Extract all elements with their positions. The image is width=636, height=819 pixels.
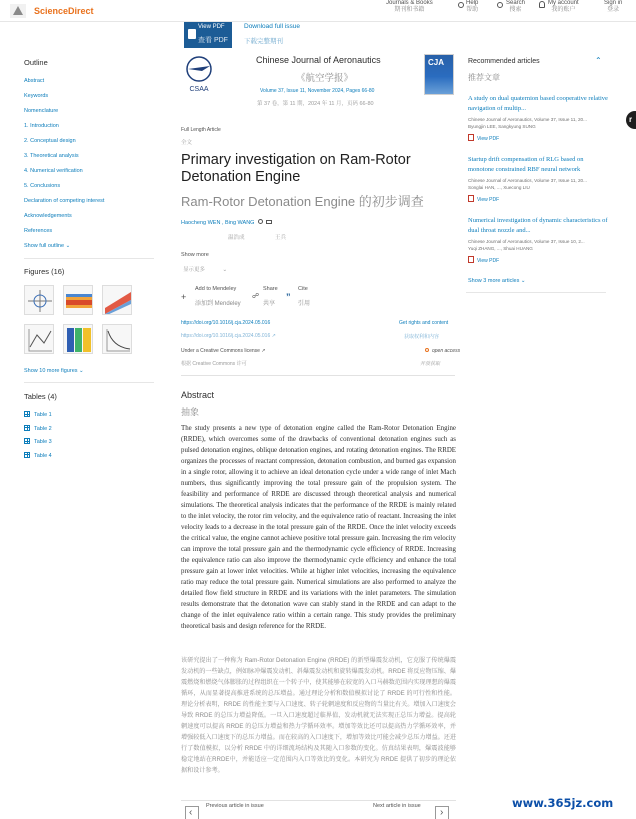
recommended-article bbox=[468, 216, 608, 264]
author-list[interactable] bbox=[181, 219, 272, 226]
view-pdf-label: View PDF bbox=[477, 197, 500, 203]
creative-commons-license[interactable] bbox=[181, 348, 266, 354]
doi-link-zh[interactable]: https://doi.org/10.1016/j.cja.2024.05.016 ↗ bbox=[181, 333, 276, 339]
chevron-right-icon: › bbox=[440, 807, 444, 818]
get-rights-link-zh[interactable]: 获取权利和内容 bbox=[404, 334, 440, 340]
mendeley-label: Add to Mendeley bbox=[195, 286, 237, 292]
sidebar-divider bbox=[24, 258, 154, 259]
search-icon bbox=[497, 2, 503, 8]
show-more-zh-label: 显示更多 bbox=[183, 267, 206, 273]
download-full-issue-link[interactable] bbox=[244, 23, 300, 45]
my-account-link[interactable] bbox=[548, 0, 579, 14]
recommended-article-journal: Chinese Journal of Aeronautics, Volume 37, Issue 10, 2... bbox=[468, 239, 585, 244]
show-more-articles-label: Show 3 more articles bbox=[468, 278, 520, 284]
cite-label: Cite bbox=[298, 286, 308, 292]
figure-thumbnail[interactable] bbox=[24, 285, 54, 315]
show-more-articles-link[interactable] bbox=[468, 278, 526, 284]
next-article-label[interactable]: Next article in issue bbox=[373, 803, 421, 809]
tables-list bbox=[24, 409, 52, 463]
journal-cover-image[interactable] bbox=[424, 54, 454, 95]
r-icon: r bbox=[629, 115, 633, 124]
author-list-zh: 温浩成 王兵 bbox=[228, 235, 287, 241]
person-icon bbox=[258, 219, 263, 224]
search-label-zh: 搜索 bbox=[509, 7, 522, 13]
outline-item[interactable]: 5. Conclusions bbox=[24, 183, 61, 189]
signin-label: Sign in bbox=[604, 0, 623, 6]
account-label: My account bbox=[548, 0, 579, 6]
help-label: Help bbox=[466, 0, 479, 6]
recommended-article bbox=[468, 155, 608, 203]
share-label: Share bbox=[263, 286, 278, 292]
help-label-zh: 帮助 bbox=[466, 7, 479, 13]
abstract-text-zh: 该研究提出了一种称为 Ram-Rotor Detonation Engine (RRDE) 的新型爆震发动机，它克服了传统爆震发动机的一些缺点，例如脉冲爆震发动机、斜爆震发动机和旋转爆震发动机。RRDE 将反应物压缩、爆震燃烧和燃烧气体膨胀的过程组织在一个转子中，使其能够在较宽的入口马赫数范围内实现理想的爆震循环，从而显著提高推进系统的总压增益。通过理论分析和数值模拟讨论了 RRDE 的可行性和性能。理论分析表明，RRDE 的性能主要与入口速度、转子轮辋速度和反应物的当量比有关。增加入口速度会导致 RRDE 的总压力增益降低。一旦入口速度超过临界值，发动机就无法实现正总压力增益。提高轮辋速度可以提高 RRDE 的总压力增益和热力学循环效率。增加等效比还可以提高热力学循环效率，并增强较低入口速度下的总压力增益。而在较高的入口速度下，增加等效比可能会减少总压力增益。还进行了数值模拟，以分析 RRDE 中的详细流场结构及其随入口参数的变化。仿真结果表明，爆震波能够稳定地站在RRDE中，并能适应一定范围内入口等效比的变化。本研究为 RRDE 提供了初步的理论依据和设计参考。 bbox=[181, 657, 456, 774]
cite-label-zh: 引用 bbox=[298, 301, 311, 307]
site-watermark: www.365jz.com bbox=[512, 796, 614, 810]
sign-in-link[interactable] bbox=[604, 0, 622, 14]
table-link-label: Table 1 bbox=[34, 412, 52, 418]
table-link[interactable] bbox=[24, 450, 52, 464]
show-full-outline-label: Show full outline bbox=[24, 243, 65, 249]
table-icon bbox=[24, 438, 30, 444]
brand-name[interactable]: ScienceDirect bbox=[34, 6, 94, 16]
view-pdf-label: View PDF bbox=[198, 24, 225, 30]
view-pdf-button[interactable] bbox=[184, 22, 232, 48]
header-divider bbox=[181, 375, 455, 376]
abstract-text: The study presents a new type of detonation engine called the Ram-Rotor Detonation Engine (RRDE), which overcomes some of the drawbacks of conventional detonation engines such as pulsed detonation engines, oblique detonation engines, and rotating detonation engines. The RRDE organizes the processes of reactant compression, detonation combustion, and burned gas expansion in a single rotor, allowing it to achieve an ideal detonation cycle under a wide range of inlet Mach numbers, thus significantly improving the total pressure gain of the propulsion system. The feasibility and performance of RRDE are discussed through theoretical analysis and numerical simulations. The theoretical analysis indicates that the performance of the RRDE is mainly related to the inlet velocity, the rotor rim velocity, and the equivalence ratio of reactant. Increasing the inlet velocity leads to a decrease in the total pressure gain of the RRDE. Once the inlet velocity exceeds the critical value, the engine cannot achieve positive total pressure gain. Increasing the rim velocity can improve the total pressure gain and the thermodynamic cycle efficiency of RRDE. Increasing the equivalence ratio can also improve the thermodynamic cycle efficiency and enhance the total pressure gain at lower inlet velocities. While at higher inlet velocities, increasing the equivalence ratio may reduce the total pressure gain. Numerical simulations are also performed to analyze the detailed flow field structure in RRDE and its variations with the inlet parameters. The simulation results demonstrate that the detonation wave can stably stand in the RRDE and can adapt to the change of the inlet equivalence ratio within a certain range. This study provides the preliminary theoretical basis and design reference for the RRDE. bbox=[181, 425, 456, 630]
account-icon bbox=[539, 1, 545, 8]
table-link-label: Table 3 bbox=[34, 439, 52, 445]
volume-issue-zh: 第 37 卷，第 11 期，2024 年 11 月，页码 66-80 bbox=[257, 101, 374, 107]
outline-item[interactable]: 4. Numerical verification bbox=[24, 168, 83, 174]
outline-item[interactable]: Nomenclature bbox=[24, 108, 59, 114]
outline-item[interactable]: 3. Theoretical analysis bbox=[24, 153, 79, 159]
table-icon bbox=[24, 425, 30, 431]
figure-thumbnail[interactable] bbox=[63, 285, 93, 315]
figure-colormap-icon bbox=[64, 325, 93, 354]
license-label[interactable]: Under a Creative Commons license ↗ bbox=[181, 348, 266, 354]
envelope-icon[interactable] bbox=[266, 220, 272, 224]
pdf-icon bbox=[468, 134, 474, 141]
search-label: Search bbox=[506, 0, 526, 6]
recommended-article bbox=[468, 94, 608, 142]
license-zh: 根据 Creative Commons 许可 bbox=[181, 361, 247, 367]
chevron-down-icon: ⌄ bbox=[222, 267, 228, 273]
help-icon bbox=[458, 2, 464, 8]
outline-item[interactable]: 1. Introduction bbox=[24, 123, 59, 129]
search-link[interactable] bbox=[506, 0, 525, 14]
figures-heading: Figures (16) bbox=[24, 267, 65, 276]
pdf-icon bbox=[468, 256, 474, 263]
outline-item[interactable]: References bbox=[24, 228, 53, 234]
add-to-mendeley-button[interactable] bbox=[181, 286, 241, 307]
cite-button[interactable] bbox=[286, 286, 310, 307]
volume-issue-link[interactable]: Volume 37, Issue 11, November 2024, Pages 66-80 bbox=[260, 88, 375, 94]
recommended-view-pdf[interactable] bbox=[468, 195, 608, 203]
download-label: Download full issue bbox=[244, 23, 301, 30]
recommended-article-authors: Byungjin LEE, Sangkyung SUNG bbox=[468, 124, 536, 129]
journals-label-zh: 期刊和书籍 bbox=[394, 7, 425, 13]
csaa-logo-text: CSAA bbox=[189, 86, 209, 93]
csaa-society-logo-icon bbox=[182, 54, 216, 94]
figure-contour-icon bbox=[64, 286, 93, 315]
figure-thumbnail[interactable] bbox=[24, 324, 54, 354]
download-label-zh: 下载完整期刊 bbox=[244, 38, 283, 45]
tables-heading: Tables (4) bbox=[24, 392, 57, 401]
table-icon bbox=[24, 452, 30, 458]
pdf-icon bbox=[468, 195, 474, 202]
outline-list bbox=[24, 74, 154, 239]
chevron-down-icon: ⌄ bbox=[520, 278, 526, 284]
account-label-zh: 我的账户 bbox=[551, 7, 576, 13]
open-lock-icon bbox=[425, 348, 429, 352]
recommended-heading-zh: 推荐文章 bbox=[468, 73, 500, 82]
chevron-down-icon: ⌄ bbox=[79, 368, 84, 374]
plus-icon: + bbox=[181, 292, 187, 302]
outline-item[interactable]: Declaration of competing interest bbox=[24, 198, 105, 204]
figure-thumbnail[interactable] bbox=[102, 285, 132, 315]
article-title: Primary investigation on Ram-Rotor Detonation Engine bbox=[181, 152, 411, 185]
rail-divider bbox=[466, 292, 606, 293]
journals-label: Journals & Books bbox=[386, 0, 433, 6]
journal-name[interactable]: Chinese Journal of Aeronautics bbox=[256, 55, 381, 65]
share-icon: ☍ bbox=[252, 293, 260, 300]
recommended-heading: Recommended articles bbox=[468, 58, 540, 65]
article-type-zh: 全文 bbox=[181, 140, 193, 146]
share-label-zh: 共享 bbox=[263, 301, 276, 307]
floating-help-button[interactable] bbox=[626, 111, 636, 129]
recommended-article-journal: Chinese Journal of Aeronautics, Volume 37, Issue 11, 20... bbox=[468, 178, 587, 183]
elsevier-logo-icon[interactable] bbox=[10, 4, 26, 18]
abstract-heading-zh: 抽象 bbox=[181, 407, 200, 417]
open-access-zh: 开放获取 bbox=[420, 361, 441, 367]
outline-item[interactable]: Keywords bbox=[24, 93, 49, 99]
table-icon bbox=[24, 411, 30, 417]
signin-label-zh: 登录 bbox=[607, 7, 620, 13]
recommended-article-journal: Chinese Journal of Aeronautics, Volume 37, Issue 11, 20... bbox=[468, 117, 587, 122]
recommended-view-pdf[interactable] bbox=[468, 134, 608, 142]
figure-plot-icon bbox=[25, 325, 54, 354]
authors-text[interactable]: Haocheng WEN , Bing WANG bbox=[181, 220, 255, 226]
doi-link[interactable]: https://doi.org/10.1016/j.cja.2024.05.016 bbox=[181, 320, 271, 326]
figure-thumbnail[interactable] bbox=[102, 324, 132, 354]
table-link-label: Table 4 bbox=[34, 452, 52, 459]
chevron-left-icon: ‹ bbox=[189, 807, 193, 818]
quote-icon: ” bbox=[286, 292, 291, 302]
view-pdf-label: View PDF bbox=[477, 258, 500, 264]
table-link-label: Table 2 bbox=[34, 425, 52, 432]
journals-books-link[interactable] bbox=[386, 0, 433, 14]
previous-article-label[interactable]: Previous article in issue bbox=[206, 803, 264, 809]
recommended-article-title[interactable]: Startup drift compensation of RLG based on monotone constrained RBF neural network bbox=[468, 156, 584, 173]
recommended-view-pdf[interactable] bbox=[468, 256, 608, 264]
figure-thumbnail[interactable] bbox=[63, 324, 93, 354]
figure-diagram-icon bbox=[25, 286, 54, 315]
recommended-article-authors: Yuqi ZHANG, ..., Shuai HUANG bbox=[468, 246, 533, 251]
outline-heading: Outline bbox=[24, 58, 48, 67]
table-link[interactable] bbox=[24, 436, 52, 450]
journal-name-zh: 《航空学报》 bbox=[296, 73, 354, 84]
view-pdf-label-zh: 查看 PDF bbox=[198, 37, 228, 44]
open-access-label: open access bbox=[432, 348, 461, 354]
outline-item[interactable]: Acknowledgements bbox=[24, 213, 72, 219]
view-pdf-label: View PDF bbox=[477, 136, 500, 142]
show-more-zh bbox=[183, 265, 227, 273]
help-link[interactable] bbox=[466, 0, 478, 14]
open-access-badge bbox=[425, 348, 460, 354]
table-link[interactable] bbox=[24, 423, 52, 437]
next-article-button[interactable] bbox=[435, 806, 449, 819]
article-title-zh: Ram-Rotor Detonation Engine 的初步调查 bbox=[181, 194, 424, 209]
table-link[interactable] bbox=[24, 409, 52, 423]
show-more-figures-label: Show 10 more figures bbox=[24, 368, 78, 374]
chevron-down-icon: ⌄ bbox=[65, 243, 71, 249]
sidebar-divider bbox=[24, 382, 154, 383]
figure-contour-icon bbox=[103, 286, 132, 315]
pdf-icon bbox=[188, 29, 196, 39]
article-outline-sidebar bbox=[24, 58, 154, 276]
chevron-up-icon[interactable]: ⌃ bbox=[595, 56, 602, 65]
share-button[interactable] bbox=[252, 286, 278, 307]
show-more-button[interactable]: Show more bbox=[181, 252, 209, 258]
previous-article-button[interactable] bbox=[185, 806, 199, 819]
recommended-article-authors: Songlai HAN, ..., Xuecong LIU bbox=[468, 185, 530, 190]
abstract-heading: Abstract bbox=[181, 390, 215, 400]
outline-item[interactable]: Abstract bbox=[24, 78, 45, 84]
get-rights-link[interactable]: Get rights and content bbox=[399, 320, 449, 326]
recommended-article-title[interactable]: A study on dual quaternion based cooperative relative navigation of multip... bbox=[468, 95, 608, 112]
recommended-article-title[interactable]: Numerical investigation of dynamic characteristics of dual throat nozzle and... bbox=[468, 217, 608, 234]
mendeley-label-zh: 添加到 Mendeley bbox=[195, 301, 241, 307]
figure-plot-icon bbox=[103, 325, 132, 354]
show-more-figures-link[interactable] bbox=[24, 368, 84, 374]
outline-item[interactable]: 2. Conceptual design bbox=[24, 138, 76, 144]
show-full-outline-link[interactable] bbox=[24, 243, 154, 249]
cover-title: CJA bbox=[428, 58, 445, 67]
article-type: Full Length Article bbox=[181, 127, 221, 133]
